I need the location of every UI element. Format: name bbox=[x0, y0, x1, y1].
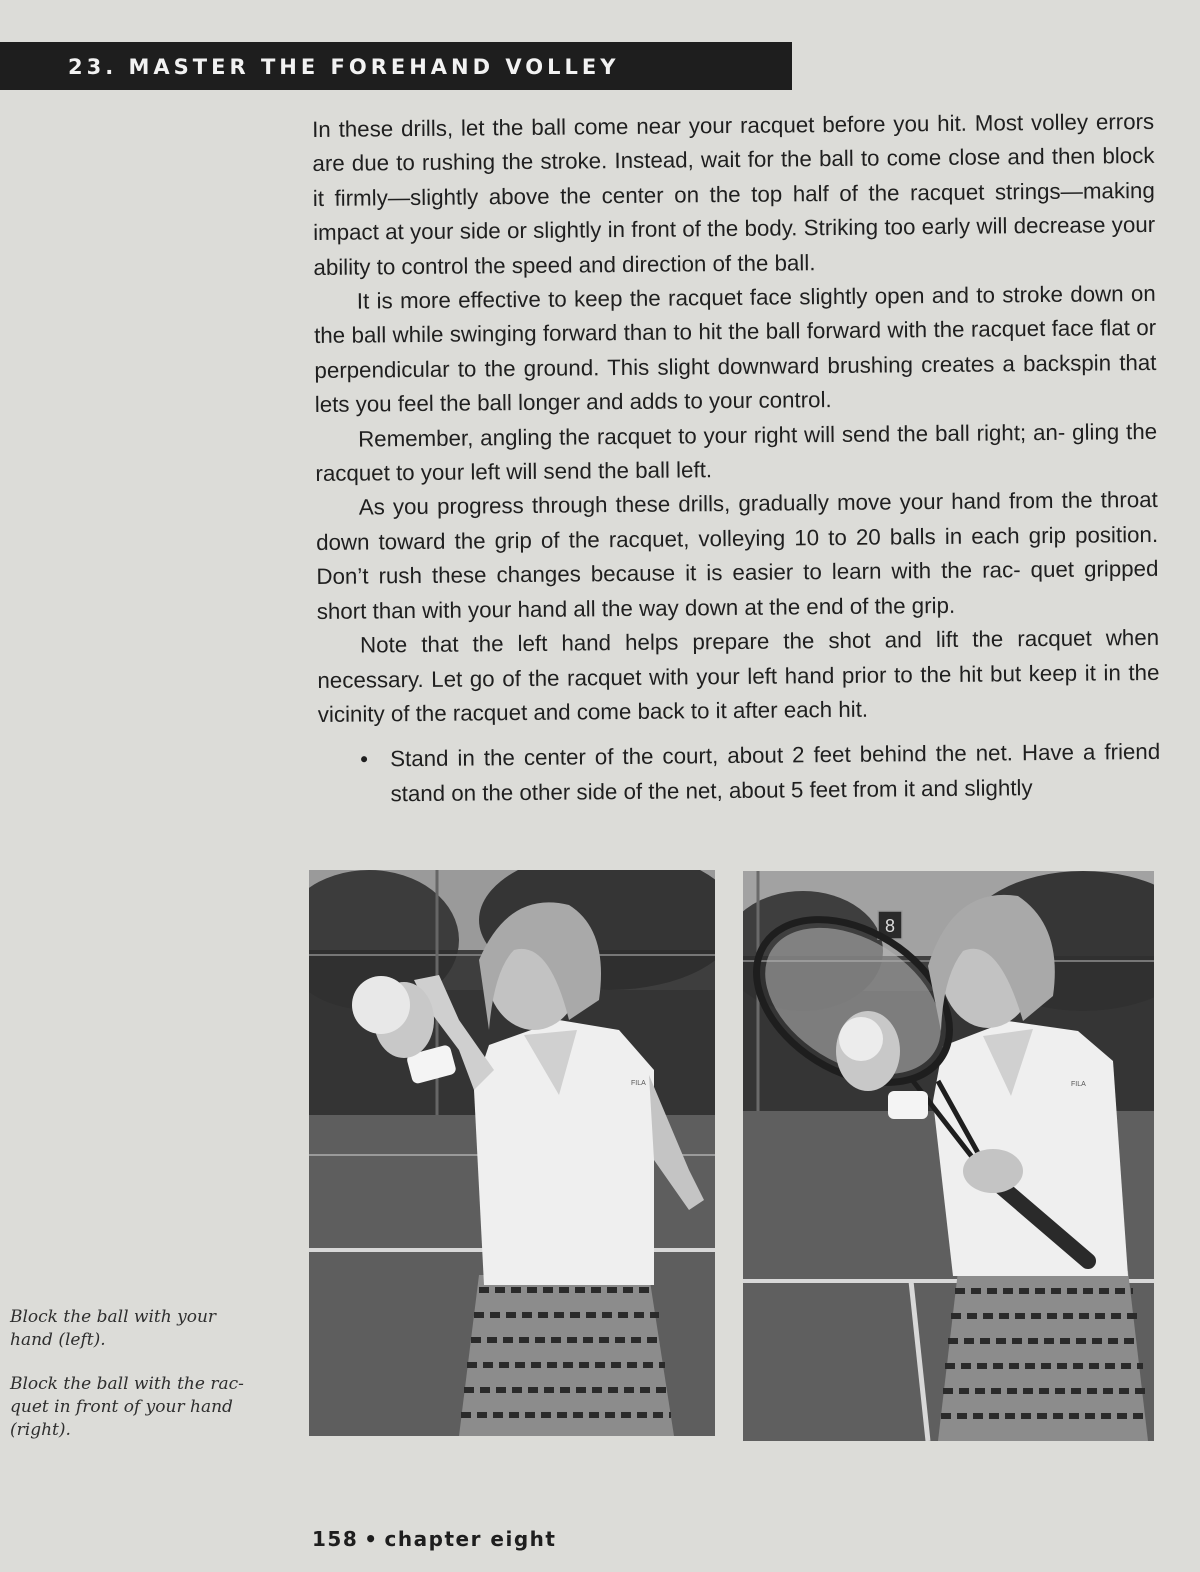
paragraph-5: Note that the left hand helps prepare the shot and lift the racquet when necessary. Let go of the racquet with your left hand prior to the hit but keep it in the vicinity of the racquet and come back to it after each hit. bbox=[317, 624, 1160, 727]
paragraph-4: As you progress through these drills, gradually move your hand from the throat down toward the grip of the racquet, volleying 10 to 20 balls in each grip position. Don’t rush these changes because it is easier to learn with the rac- quet gripped short than with your hand all the way down at the end of the grip. bbox=[316, 487, 1159, 624]
page-number: 158 bbox=[312, 1527, 359, 1551]
section-title: 23. MASTER THE FOREHAND VOLLEY bbox=[68, 55, 620, 79]
list-item bbox=[360, 735, 1161, 811]
paragraph-1: In these drills, let the ball come near your racquet before you hit. Most volley errors are due to rushing the stroke. Instead, wait for the ball to come close and then block it firmly—slightly above the center on the top half of the racquet strings—making impact at your side or slightly in front of the body. Striking too early will decrease your ability to control the speed and direction of the ball. bbox=[312, 108, 1156, 280]
drill-list bbox=[318, 735, 1161, 812]
court-number-sign: 8 bbox=[884, 916, 896, 936]
section-header-bar bbox=[0, 42, 792, 90]
shirt-logo-left: FILA bbox=[631, 1080, 646, 1087]
bullet-dot: • bbox=[360, 746, 369, 772]
photo-block-with-racquet bbox=[743, 871, 1154, 1441]
list-item-text: Stand in the center of the court, about 2 feet behind the net. Have a friend stand on the other side of the net, about 5 feet from it and slightly bbox=[390, 739, 1161, 806]
page-footer bbox=[312, 1527, 556, 1551]
caption-left-photo: Block the ball with your hand (left). bbox=[10, 1307, 217, 1350]
paragraph-2: It is more effective to keep the racquet face slightly open and to stroke down on the ball while swinging forward than to hit the ball forward with the racquet face flat or perpendicular to the ground. This slight downward brushing creates a backspin that lets you feel the ball longer and adds to your control. bbox=[314, 280, 1157, 418]
paragraph-3: Remember, angling the racquet to your right will send the ball right; an- gling the racquet to your left will send the ball left. bbox=[315, 418, 1158, 487]
body-text bbox=[312, 105, 1161, 812]
photo-block-with-hand bbox=[309, 870, 715, 1436]
chapter-name: chapter eight bbox=[384, 1527, 557, 1551]
photo-illustration bbox=[309, 870, 715, 1436]
shirt-logo-right: FILA bbox=[1071, 1081, 1086, 1088]
photo-illustration bbox=[743, 871, 1154, 1441]
caption-right-photo: Block the ball with the rac- quet in front of your hand (right). bbox=[10, 1374, 244, 1440]
footer-separator: • bbox=[364, 1527, 379, 1551]
